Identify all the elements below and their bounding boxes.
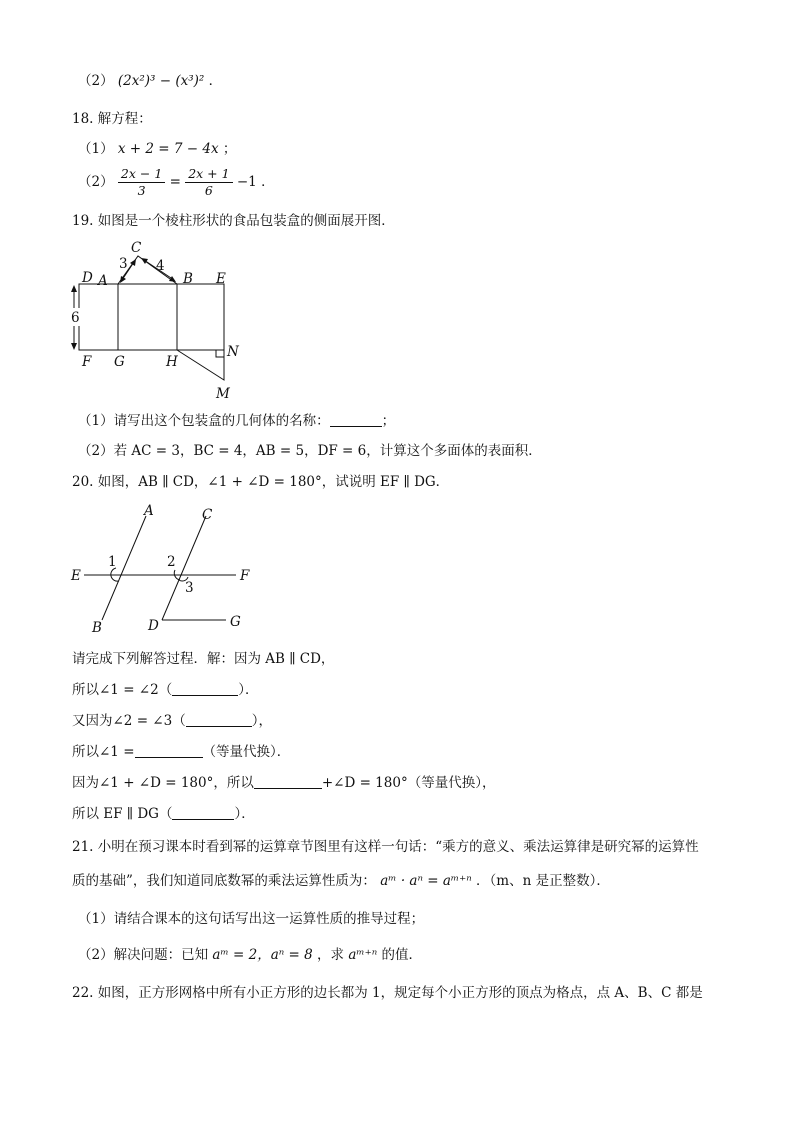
q21-power-rule-formula: aᵐ · aⁿ = aᵐ⁺ⁿ: [380, 873, 472, 889]
q19-label-e: E: [216, 271, 226, 287]
q20-title: 20. 如图，AB ∥ CD，∠1 + ∠D = 180°，试说明 EF ∥ DG．: [72, 474, 450, 490]
q20-label-a: A: [144, 503, 154, 519]
q20-line1: 请完成下列解答过程．解：因为 AB ∥ CD，: [72, 651, 335, 667]
q19-label-m: M: [216, 386, 230, 402]
q19-label-a: A: [98, 273, 108, 289]
q18-part2: [78, 166, 275, 199]
q18-part2-tail: −1: [236, 174, 257, 190]
q20-label-c: C: [202, 507, 213, 523]
q21-line2: [72, 872, 610, 890]
q20-label-g: G: [230, 614, 241, 630]
q19-arrowhead: [71, 343, 77, 350]
q19-title: 19. 如图是一个棱柱形状的食品包装盒的侧面展开图．: [72, 213, 395, 229]
q17-part2-end: ．: [208, 73, 223, 89]
q20-line3-start: 又因为∠2 = ∠3（: [72, 713, 186, 729]
q20-line5: [72, 774, 495, 792]
q19-label-f: F: [82, 354, 92, 370]
q17-part2: [78, 72, 222, 90]
q18-part2-equals: =: [169, 174, 181, 190]
q22-line1: 22. 如图，正方形网格中所有小正方形的边长都为 1，规定每个小正方形的顶点为格点，点 A、B、C 都是: [72, 985, 703, 1001]
q20-label-e: E: [71, 568, 81, 584]
q20-line2-end: ）．: [238, 682, 259, 698]
q21-part2-given: aᵐ = 2，aⁿ = 8: [212, 947, 313, 963]
q20-line6-end: ）．: [234, 806, 255, 822]
q20-blank-2[interactable]: [186, 712, 252, 727]
q17-part2-label: （2）: [78, 73, 114, 89]
q20-line3-end: ），: [251, 713, 272, 729]
q21-part2-end: 的值．: [381, 947, 423, 963]
q20-label-angle-1: 1: [108, 554, 117, 570]
q19-arrowhead: [130, 259, 136, 266]
q20-blank-3[interactable]: [135, 743, 203, 758]
q21-line2-end: ．（m、n 是正整数）．: [476, 873, 610, 889]
q18-part2-numerator-2: 2x + 1: [185, 166, 232, 183]
q18-part2-numerator-1: 2x − 1: [118, 166, 165, 183]
q20-line4-start: 所以∠1 =: [72, 744, 135, 760]
q20-label-f: F: [240, 568, 250, 584]
q20-line3: [72, 712, 272, 730]
q20-label-angle-2: 2: [167, 554, 176, 570]
q19-part1-blank[interactable]: [330, 412, 382, 427]
q19-label-b: B: [183, 271, 193, 287]
q18-part1-label: （1）: [78, 141, 114, 157]
q18-part1-end: ；: [222, 141, 237, 157]
q18-part2-denominator-2: 6: [204, 183, 213, 198]
q18-part1: [78, 140, 236, 158]
q21-line2-start: 质的基础”，我们知道同底数幂的乘法运算性质为：: [72, 873, 376, 889]
q19-label-n: N: [227, 344, 239, 360]
q19-triangle-hmn: [177, 350, 224, 380]
q19-part1-text: （1）请写出这个包装盒的几何体的名称：: [78, 413, 330, 429]
q21-part2-target: aᵐ⁺ⁿ: [348, 947, 378, 963]
q20-figure: [68, 500, 268, 640]
q20-blank-1[interactable]: [172, 681, 238, 696]
q19-part2: （2）若 AC = 3，BC = 4，AB = 5，DF = 6，计算这个多面体的表面积．: [78, 443, 542, 459]
q19-net-rect: [79, 284, 224, 350]
q19-arrowhead: [141, 258, 148, 264]
q20-blank-5[interactable]: [172, 805, 234, 820]
q21-part2-mid: ，求: [317, 947, 345, 963]
q20-label-b: B: [92, 620, 102, 636]
q21-line1: 21. 小明在预习课本时看到幂的运算章节图里有这样一句话：“乘方的意义、乘法运算律是研究幂的运算性: [72, 839, 699, 855]
q17-part2-expression: (2x²)³ − (x³)²: [117, 73, 205, 89]
q19-label-ac-length: 3: [119, 256, 128, 272]
q19-label-c: C: [131, 240, 142, 256]
q21-part2: [78, 946, 422, 964]
q18-part1-expression: x + 2 = 7 − 4x: [117, 141, 219, 157]
q21-part2-start: （2）解决问题：已知: [78, 947, 209, 963]
q20-line5-start: 因为∠1 + ∠D = 180°，所以: [72, 775, 254, 791]
q20-line4-end: （等量代换）．: [202, 744, 291, 760]
q19-label-df-length: 6: [71, 310, 80, 326]
q18-part2-fraction-1: [118, 166, 165, 199]
q19-label-d: D: [82, 270, 93, 286]
q18-part2-label: （2）: [78, 174, 114, 190]
q20-line2-start: 所以∠1 = ∠2（: [72, 682, 173, 698]
q18-part2-denominator-1: 3: [137, 183, 146, 198]
q20-blank-4[interactable]: [254, 774, 322, 789]
q20-line6-start: 所以 EF ∥ DG（: [72, 806, 173, 822]
q18-part2-fraction-2: [185, 166, 232, 199]
q19-part1-end: ；: [381, 413, 396, 429]
q19-label-h: H: [166, 354, 178, 370]
q20-label-angle-3: 3: [185, 580, 194, 596]
q19-label-g: G: [114, 354, 125, 370]
q20-line4: [72, 743, 290, 761]
q19-part1: [78, 412, 395, 430]
q20-line6: [72, 805, 255, 823]
q19-figure: [70, 236, 250, 406]
q19-right-angle-mark: [216, 350, 224, 357]
q20-line2: [72, 681, 258, 699]
q20-label-d: D: [148, 618, 159, 634]
q18-part2-end: ．: [261, 174, 275, 190]
q19-arrowhead: [71, 285, 77, 292]
q18-title: 18. 解方程：: [72, 111, 152, 127]
q21-part1: （1）请结合课本的这句话写出这一运算性质的推导过程；: [78, 911, 425, 927]
q19-label-cb-length: 4: [156, 258, 165, 274]
q20-line5-end: +∠D = 180°（等量代换），: [321, 775, 496, 791]
